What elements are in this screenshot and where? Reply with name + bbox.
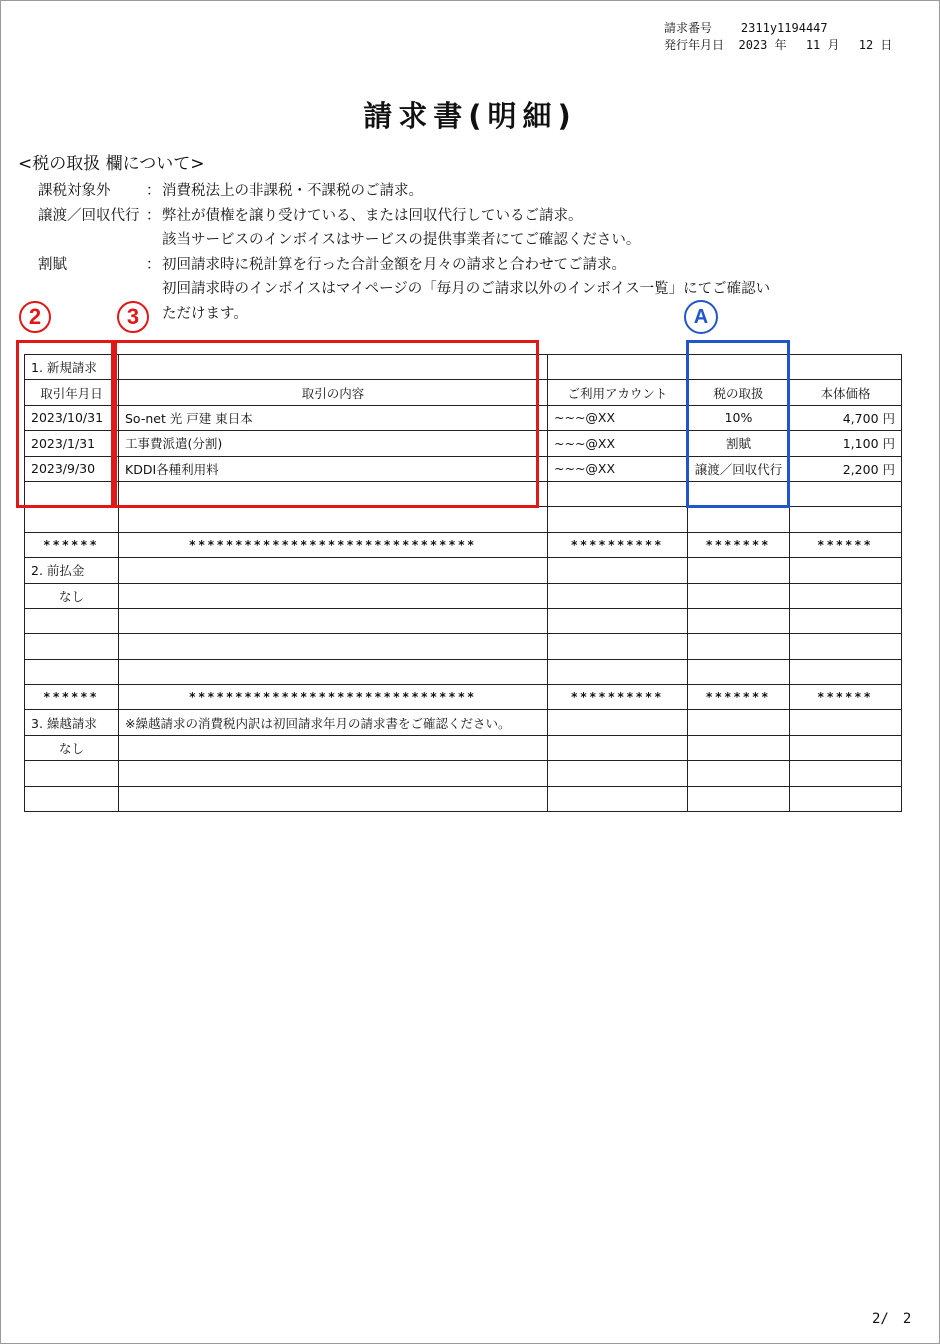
table-row	[25, 431, 902, 456]
table-row	[25, 735, 902, 760]
cell-price: 2,200 円	[790, 456, 902, 481]
cell-account: ~~~@XX	[548, 431, 688, 456]
note-desc: 弊社が債権を譲り受けている、または回収代行しているご請求。	[162, 207, 583, 224]
table-row	[25, 507, 902, 532]
invoice-meta	[664, 20, 892, 54]
stars-account: **********	[548, 532, 688, 557]
invoice-no-label: 請求番号	[664, 21, 713, 35]
cell-tax: 10%	[688, 405, 790, 430]
cell-date: 2023/9/30	[25, 456, 119, 481]
stars-tax: *******	[688, 532, 790, 557]
col-header-price: 本体価格	[790, 380, 902, 405]
table-row	[25, 583, 902, 608]
note-term: 割賦	[38, 256, 67, 273]
note-colon: ：	[146, 256, 161, 273]
section1-label: 1. 新規請求	[25, 355, 119, 380]
stars-date: ******	[25, 532, 119, 557]
cell-account: ~~~@XX	[548, 405, 688, 430]
section3-note: ※繰越請求の消費税内訳は初回請求年月の請求書をご確認ください。	[119, 710, 548, 735]
table-row	[25, 558, 902, 583]
table-row	[25, 659, 902, 684]
page-title: 請求書(明細)	[363, 99, 577, 133]
note-desc: 該当サービスのインボイスはサービスの提供事業者にてご確認ください。	[162, 232, 641, 248]
note-desc: 初回請求時のインボイスはマイページの「毎月のご請求以外のインボイス一覧」にてご確認い	[162, 281, 771, 297]
issue-date: 2023 年 11 月 12 日	[738, 38, 893, 52]
page-number: 2/ 2	[872, 1311, 912, 1327]
cell-account: ~~~@XX	[548, 456, 688, 481]
note-desc: 初回請求時に税計算を行った合計金額を月々の請求と合わせてご請求。	[162, 256, 626, 273]
note-desc: ただけます。	[162, 305, 248, 322]
stars-content: *******************************	[119, 685, 548, 710]
section3-none: なし	[25, 735, 119, 760]
cell-price: 4,700 円	[790, 405, 902, 430]
cell-content: KDDI各種利用料	[119, 456, 548, 481]
table-row	[25, 481, 902, 506]
stars-account: **********	[548, 685, 688, 710]
separator-row	[25, 532, 902, 557]
stars-date: ******	[25, 685, 119, 710]
col-header-tax: 税の取扱	[688, 380, 790, 405]
cell-date: 2023/10/31	[25, 405, 119, 430]
stars-price: ******	[790, 532, 902, 557]
table-row	[25, 405, 902, 430]
table-row	[25, 355, 902, 380]
cell-date: 2023/1/31	[25, 431, 119, 456]
table-row	[25, 710, 902, 735]
cell-tax: 割賦	[688, 431, 790, 456]
marker-2-icon: 2	[19, 301, 51, 333]
col-header-content: 取引の内容	[119, 380, 548, 405]
note-colon: ：	[146, 207, 161, 224]
cell-tax: 譲渡／回収代行	[688, 456, 790, 481]
separator-row	[25, 685, 902, 710]
table-header-row	[25, 380, 902, 405]
invoice-table	[24, 354, 902, 812]
note-desc: 消費税法上の非課税・不課税のご請求。	[162, 183, 423, 199]
stars-content: *******************************	[119, 532, 548, 557]
invoice-no: 2311y1194447	[740, 21, 828, 35]
table-row	[25, 761, 902, 786]
section2-none: なし	[25, 583, 119, 608]
cell-price: 1,100 円	[790, 431, 902, 456]
stars-price: ******	[790, 685, 902, 710]
note-term: 課税対象外	[38, 183, 111, 199]
issue-date-label: 発行年月日	[664, 38, 725, 52]
cell-content: So-net 光 戸建 東日本	[119, 405, 548, 430]
marker-a-icon: A	[684, 300, 718, 334]
section3-label: 3. 繰越請求	[25, 710, 119, 735]
col-header-account: ご利用アカウント	[548, 380, 688, 405]
marker-3-icon: 3	[117, 301, 149, 333]
note-colon: ：	[146, 183, 161, 199]
table-row	[25, 608, 902, 633]
stars-tax: *******	[688, 685, 790, 710]
col-header-date: 取引年月日	[25, 380, 119, 405]
note-term: 譲渡／回収代行	[38, 207, 140, 224]
section2-label: 2. 前払金	[25, 558, 119, 583]
table-row	[25, 786, 902, 811]
table-row	[25, 456, 902, 481]
tax-note-heading: <税の取扱 欄について>	[18, 154, 205, 174]
cell-content: 工事費派遣(分割)	[119, 431, 548, 456]
table-row	[25, 634, 902, 659]
